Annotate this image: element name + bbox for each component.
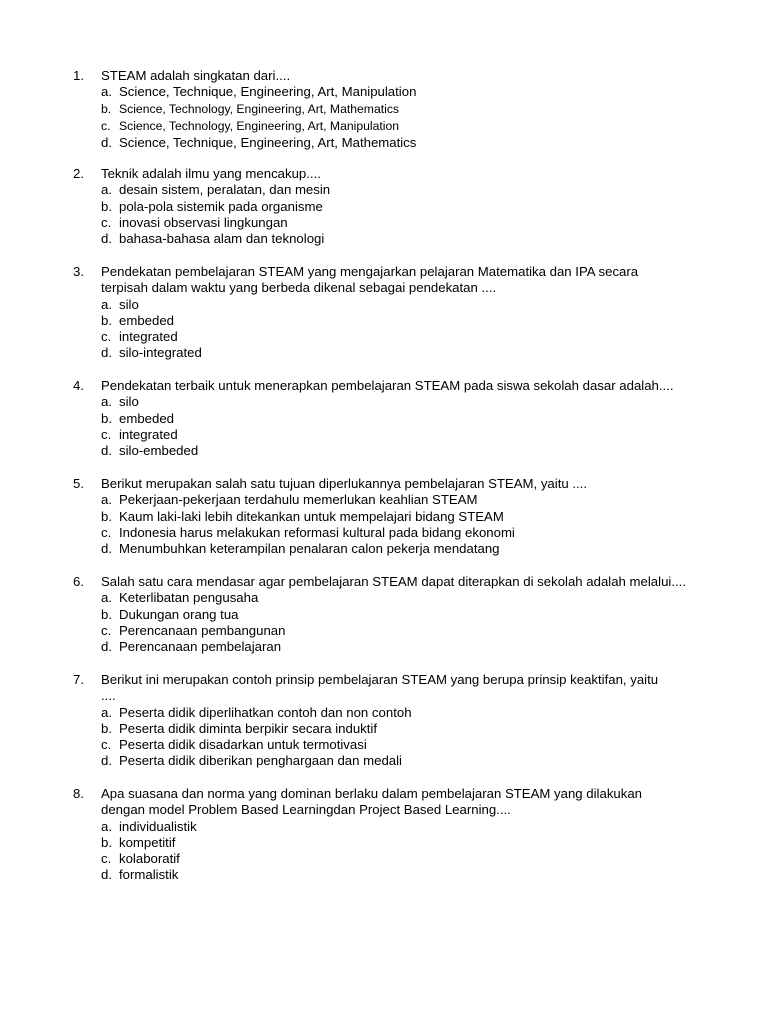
option-letter: a. [101, 182, 112, 198]
option-text: Science, Technology, Engineering, Art, Mathematics [119, 101, 400, 116]
option-b [0, 101, 768, 118]
option-a [0, 297, 768, 313]
option-letter: c. [101, 524, 112, 540]
option-text: kompetitif [119, 834, 176, 850]
option-text: integrated [119, 426, 178, 442]
option-text: integrated [119, 329, 178, 345]
question-line [0, 378, 768, 394]
option-letter: b. [101, 410, 112, 426]
option-c [0, 737, 768, 753]
option-d [0, 639, 768, 655]
option-letter: b. [101, 101, 112, 116]
option-text: silo [119, 296, 139, 312]
option-c [0, 215, 768, 231]
option-text: desain sistem, peralatan, dan mesin [119, 182, 331, 198]
option-text: Keterlibatan pengusaha [119, 590, 259, 606]
question-line [0, 802, 768, 818]
option-a [0, 182, 768, 198]
question-text: dengan model Problem Based Learningdan Project Based Learning.... [101, 802, 511, 818]
question-number: 1. [73, 68, 84, 83]
option-text: pola-pola sistemik pada organisme [119, 198, 323, 214]
option-a [0, 819, 768, 835]
option-d [0, 753, 768, 769]
option-text: embeded [119, 312, 174, 328]
question-line [0, 264, 768, 280]
option-letter: c. [101, 329, 112, 345]
option-c [0, 329, 768, 345]
option-letter: a. [101, 394, 112, 410]
option-b [0, 199, 768, 215]
option-text: silo-integrated [119, 345, 202, 361]
question-text: terpisah dalam waktu yang berbeda dikenal sebagai pendekatan .... [101, 280, 497, 296]
question-text: Pendekatan pembelajaran STEAM yang mengajarkan pelajaran Matematika dan IPA secara [101, 264, 639, 279]
option-text: Kaum laki-laki lebih ditekankan untuk mempelajari bidang STEAM [119, 508, 504, 524]
question-text: Pendekatan terbaik untuk menerapkan pembelajaran STEAM pada siswa sekolah dasar adalah.... [101, 378, 674, 393]
option-letter: d. [101, 867, 112, 883]
option-letter: c. [101, 214, 112, 230]
option-letter: b. [101, 312, 112, 328]
question-4 [0, 378, 768, 459]
question-line [0, 476, 768, 492]
option-text: Indonesia harus melakukan reformasi kultural pada bidang ekonomi [119, 524, 515, 540]
question-number: 7. [73, 672, 84, 687]
option-text: Peserta didik diminta berpikir secara induktif [119, 720, 378, 736]
question-line [0, 574, 768, 590]
question-number: 4. [73, 378, 84, 393]
option-letter: a. [101, 590, 112, 606]
option-c [0, 118, 768, 135]
option-text: individualistik [119, 818, 197, 834]
question-text: Berikut ini merupakan contoh prinsip pembelajaran STEAM yang berupa prinsip keaktifan, yaitu [101, 672, 659, 687]
question-text: Berikut merupakan salah satu tujuan diperlukannya pembelajaran STEAM, yaitu .... [101, 476, 588, 491]
option-b [0, 607, 768, 623]
option-letter: a. [101, 704, 112, 720]
option-letter: c. [101, 737, 112, 753]
option-letter: d. [101, 753, 112, 769]
option-text: kolaboratif [119, 851, 180, 867]
option-text: Peserta didik disadarkan untuk termotivasi [119, 737, 367, 753]
option-text: Science, Technology, Engineering, Art, Manipulation [119, 118, 400, 133]
option-letter: a. [101, 492, 112, 508]
option-d [0, 135, 768, 151]
question-8 [0, 786, 768, 884]
option-letter: a. [101, 296, 112, 312]
question-number: 2. [73, 166, 84, 181]
option-letter: d. [101, 639, 112, 655]
option-text: silo-embeded [119, 443, 199, 459]
question-line [0, 688, 768, 704]
question-line [0, 672, 768, 688]
question-2 [0, 166, 768, 247]
option-text: Perencanaan pembangunan [119, 622, 286, 638]
question-3 [0, 264, 768, 362]
option-text: inovasi observasi lingkungan [119, 214, 288, 230]
option-c [0, 427, 768, 443]
question-line [0, 166, 768, 182]
option-letter: d. [101, 345, 112, 361]
option-letter: d. [101, 541, 112, 557]
option-letter: c. [101, 118, 111, 133]
option-b [0, 411, 768, 427]
option-a [0, 705, 768, 721]
option-letter: c. [101, 426, 112, 442]
option-d [0, 345, 768, 361]
option-a [0, 84, 768, 100]
option-text: Dukungan orang tua [119, 606, 239, 622]
option-letter: c. [101, 851, 112, 867]
option-text: Peserta didik diberikan penghargaan dan medali [119, 753, 402, 769]
option-text: formalistik [119, 867, 179, 883]
option-b [0, 835, 768, 851]
option-d [0, 867, 768, 883]
option-letter: c. [101, 622, 112, 638]
option-letter: b. [101, 508, 112, 524]
option-letter: b. [101, 834, 112, 850]
question-5 [0, 476, 768, 557]
question-text: Salah satu cara mendasar agar pembelajaran STEAM dapat diterapkan di sekolah adalah melalui.... [101, 574, 686, 589]
question-line [0, 786, 768, 802]
option-letter: a. [101, 84, 112, 100]
option-text: bahasa-bahasa alam dan teknologi [119, 231, 325, 247]
question-number: 6. [73, 574, 84, 589]
question-number: 3. [73, 264, 84, 279]
option-letter: d. [101, 231, 112, 247]
option-letter: a. [101, 818, 112, 834]
option-letter: d. [101, 443, 112, 459]
option-text: silo [119, 394, 139, 410]
option-letter: b. [101, 606, 112, 622]
option-letter: b. [101, 198, 112, 214]
option-text: Peserta didik diperlihatkan contoh dan non contoh [119, 704, 412, 720]
option-b [0, 313, 768, 329]
question-text: Teknik adalah ilmu yang mencakup.... [101, 166, 321, 181]
option-text: Science, Technique, Engineering, Art, Manipulation [119, 84, 417, 100]
question-number: 8. [73, 786, 84, 801]
question-text: Apa suasana dan norma yang dominan berlaku dalam pembelajaran STEAM yang dilakukan [101, 786, 643, 801]
option-text: Menumbuhkan keterampilan penalaran calon pekerja mendatang [119, 541, 500, 557]
option-text: Perencanaan pembelajaran [119, 639, 282, 655]
option-d [0, 541, 768, 557]
question-6 [0, 574, 768, 655]
question-line [0, 68, 768, 84]
option-letter: d. [101, 134, 112, 150]
question-line [0, 280, 768, 296]
option-a [0, 590, 768, 606]
question-number: 5. [73, 476, 84, 491]
option-d [0, 443, 768, 459]
option-letter: b. [101, 720, 112, 736]
option-a [0, 394, 768, 410]
option-b [0, 721, 768, 737]
question-text: STEAM adalah singkatan dari.... [101, 68, 291, 83]
option-a [0, 492, 768, 508]
option-c [0, 851, 768, 867]
option-b [0, 509, 768, 525]
question-7 [0, 672, 768, 770]
option-text: Pekerjaan-pekerjaan terdahulu memerlukan keahlian STEAM [119, 492, 478, 508]
option-text: embeded [119, 410, 174, 426]
option-text: Science, Technique, Engineering, Art, Mathematics [119, 134, 417, 150]
question-1 [0, 68, 768, 151]
option-c [0, 623, 768, 639]
option-c [0, 525, 768, 541]
option-d [0, 231, 768, 247]
question-text: .... [101, 688, 116, 704]
